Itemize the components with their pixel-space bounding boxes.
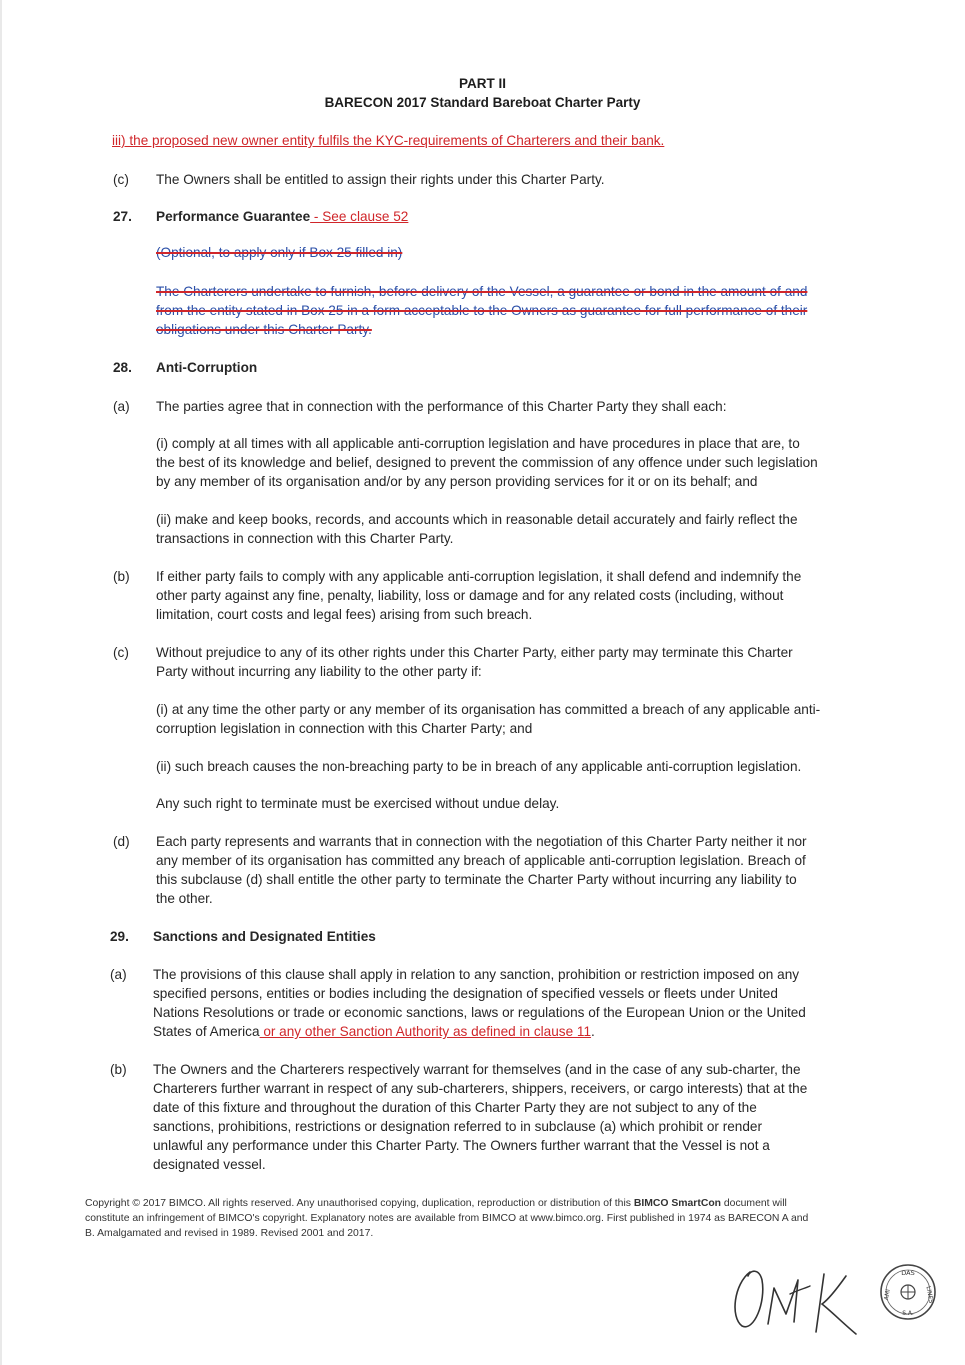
clause-28a-intro: The parties agree that in connection with the performance of this Charter Party they shall each: [156,399,727,414]
clause-28-title: Anti-Corruption [156,360,258,375]
copyright-brand: BIMCO SmartCon [633,1198,722,1209]
clause-29a-label: (a) [110,967,127,982]
copyright-line [85,1196,885,1211]
scan-edge [0,0,2,1365]
clause-c-label: (c) [113,172,129,187]
clause-28c-ii-line: (ii) such breach causes the non-breaching party to be in breach of any applicable anti-corruption legislation. [156,759,802,774]
clause-29b-line: Charterers further warrant in respect of any sub-charterers, shippers, receivers, or cargo interests) that at the [153,1081,808,1096]
clause-28b-line: other party against any fine, penalty, liability, loss or damage and for any related costs (including, without [156,588,784,603]
clause-28d-line: this subclause (d) shall entitle the other party to terminate the Charter Party without incurring any liability to [156,872,797,887]
copyright-line: constitute an infringement of BIMCO's copyright. Explanatory notes are available from BIMCO at www.bimco.org. First published in 1974 as BARECON A and [85,1213,809,1224]
svg-text:S.A.: S.A. [902,1310,914,1317]
clause-29b-line: designated vessel. [153,1157,266,1172]
clause-27-optional-struck: (Optional, to apply only if Box 25 filled in) [156,245,403,260]
document-title: BARECON 2017 Standard Bareboat Charter Party [324,95,641,110]
copyright-line: B. Amalgamated and revised in 1989. Revised 2001 and 2017. [85,1228,374,1239]
svg-text:LINES: LINES [924,1285,935,1304]
clause-27-struck-line: from the entity stated in Box 25 in a form acceptable to the Owners as guarantee for full performance of their [156,303,808,318]
clause-28b-label: (b) [113,569,130,584]
clause-28c-i-line: corruption legislation in connection with this Charter Party; and [156,721,533,736]
clause-29a-line: The provisions of this clause shall apply in relation to any sanction, prohibition or restriction imposed on any [153,967,800,982]
clause-28a-i-line: by any member of its organisation and/or by any person providing services for it or on its behalf; and [156,474,758,489]
clause-28a-i-line: (i) comply at all times with all applicable anti-corruption legislation and have procedures in place that are, to [156,436,800,451]
clause-29-number: 29. [110,929,129,944]
clause-28b-line: If either party fails to comply with any applicable anti-corruption legislation, it shall defend and indemnify the [156,569,802,584]
clause-28d-label: (d) [113,834,130,849]
clause-27-struck-line: obligations under this Charter Party. [156,322,372,337]
copyright-post: document will [721,1198,787,1209]
clause-28d-line: any member of its organisation has committed any breach of applicable anti-corruption legislation. Breach of [156,853,806,868]
clause-29a-line: Nations Resolutions or trade or economic sanctions, laws or regulations of the European Union or the United [153,1005,806,1020]
clause-28c-line: Without prejudice to any of its other rights under this Charter Party, either party may terminate this Charter [156,645,793,660]
clause-29b-line: unlawful any performance under this Charter Party. The Owners further warrant that the Vessel is not a [153,1138,770,1153]
clause-28d-line: Each party represents and warrants that in connection with the negotiation of this Charter Party neither it nor [156,834,807,849]
clause-29-title: Sanctions and Designated Entities [153,929,376,944]
clause-29a-last-plain: States of America [153,1024,260,1039]
circular-seal-stamp [878,1262,938,1322]
clause-28d-line: the other. [156,891,213,906]
clause-28b-line: limitation, court costs and legal fees) arising from such breach. [156,607,533,622]
handwritten-initials-signature [728,1262,868,1342]
svg-text:AMI: AMI [883,1288,892,1301]
copyright-pre: Copyright © 2017 BIMCO. All rights reserved. Any unauthorised copying, duplication, reproduction or distribution of this [85,1198,634,1209]
clause-28c-line: Party without incurring any liability to the other party if: [156,664,482,679]
clause-28a-i-line: the best of its knowledge and belief, designed to prevent the commission of any offence under such legislation [156,455,818,470]
part-heading: PART II [459,76,506,91]
clause-27-number: 27. [113,209,132,224]
clause-29b-line: sanctions, prohibitions, restrictions or designation referred to in subclause (a) which prohibit or render [153,1119,763,1134]
clause-29a-last-line [153,1022,595,1041]
clause-29b-line: The Owners and the Charterers respectively warrant for themselves (and in the case of any sub-charter, the [153,1062,801,1077]
clause-27-insert: - See clause 52 [310,209,409,224]
clause-29a-end: . [591,1024,595,1039]
clause-29a-insert: or any other Sanction Authority as defined in clause 11 [259,1024,592,1039]
clause-28c-label: (c) [113,645,129,660]
svg-text:DAS: DAS [901,1269,915,1277]
clause-27-heading [156,207,408,226]
clause-28a-ii-line: transactions in connection with this Charter Party. [156,531,454,546]
clause-27-struck-line: The Charterers undertake to furnish, before delivery of the Vessel, a guarantee or bond in the amount of and [156,284,808,299]
clause-29b-line: date of this fixture and throughout the duration of this Charter Party they are not subject to any of the [153,1100,757,1115]
clause-28-number: 28. [113,360,132,375]
clause-28c-i-line: (i) at any time the other party or any member of its organisation has committed a breach of any applicable anti- [156,702,821,717]
clause-29a-line: specified persons, entities or bodies including the designation of specified vessels or fleets under United [153,986,778,1001]
inserted-kyc-clause: iii) the proposed new owner entity fulfils the KYC-requirements of Charterers and their bank. [112,133,665,148]
clause-28a-label: (a) [113,399,130,414]
clause-27-title: Performance Guarantee [156,209,311,224]
clause-c-text: The Owners shall be entitled to assign their rights under this Charter Party. [156,172,605,187]
clause-28c-final: Any such right to terminate must be exercised without undue delay. [156,796,560,811]
clause-28a-ii-line: (ii) make and keep books, records, and accounts which in reasonable detail accurately and fairly reflect the [156,512,798,527]
clause-29b-label: (b) [110,1062,127,1077]
